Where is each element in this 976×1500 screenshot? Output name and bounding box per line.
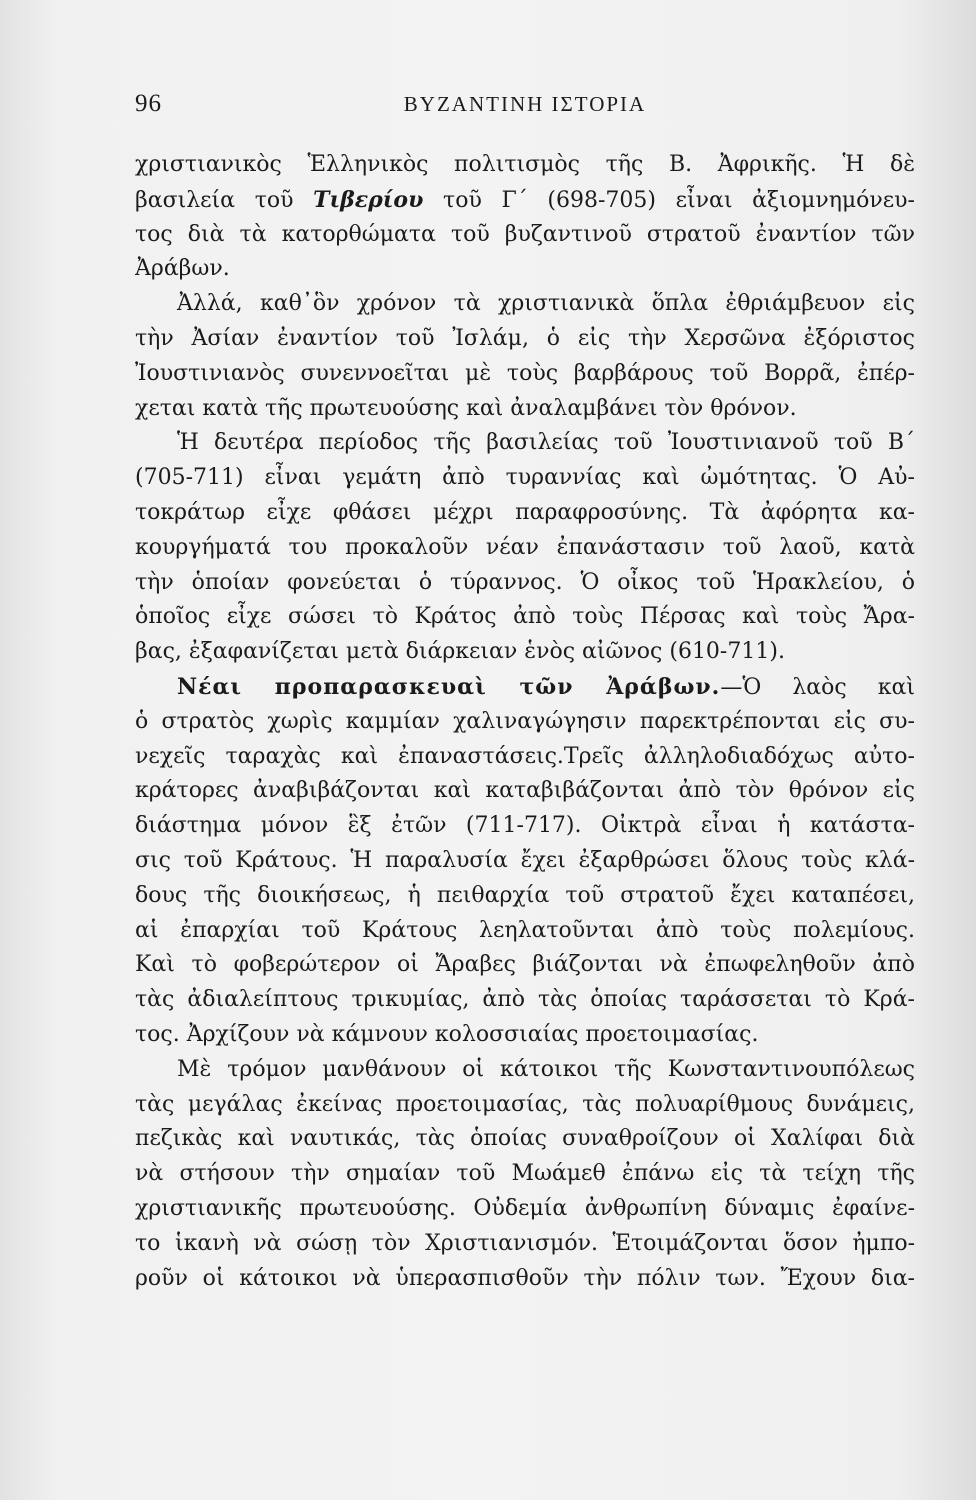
text-line: Ἀλλά, καθ᾽ὃν χρόνον τὰ χριστιανικὰ ὅπλα ἐθριάμβευον εἰς: [177, 291, 915, 317]
text-line: χεται κατὰ τῆς πρωτευούσης καὶ ἀναλαμβάνει τὸν θρόνον.: [135, 395, 797, 421]
running-title: ΒΥΖΑΝΤΙΝΗ ΙΣΤΟΡΙΑ: [403, 92, 647, 116]
text-line: Καὶ τὸ φοβερώτερον οἱ Ἄραβες βιάζονται νὰ ἐπωφεληθοῦν ἀπὸ: [135, 952, 915, 978]
text-line: (705-711) εἶναι γεμάτη ἀπὸ τυραννίας καὶ ὠμότητας. Ὁ Αὐ-: [135, 465, 915, 491]
page-header: [135, 90, 915, 124]
body-text: [135, 148, 915, 1296]
text-line: αἱ ἐπαρχίαι τοῦ Κράτους λεηλατοῦνται ἀπὸ τοὺς πολεμίους.: [135, 917, 915, 943]
text-line: Ἡ δευτέρα περίοδος τῆς βασιλείας τοῦ Ἰουστινιανοῦ τοῦ Β΄: [177, 430, 915, 456]
text-line: τὴν Ἀσίαν ἐναντίον τοῦ Ἰσλάμ, ὁ εἰς τὴν Χερσῶνα ἐξόριστος: [135, 325, 915, 351]
text-line: το ἱκανὴ νὰ σώσῃ τὸν Χριστιανισμόν. Ἑτοιμάζονται ὅσον ἠμπο-: [135, 1230, 915, 1256]
text-line: πεζικὰς καὶ ναυτικάς, τὰς ὁποίας συναθροίζουν οἱ Χαλίφαι διὰ: [135, 1126, 915, 1152]
page-number: 96: [135, 90, 162, 117]
text-line: χριστιανικῆς πρωτευούσης. Οὐδεμία ἀνθρωπίνη δύναμις ἐφαίνε-: [135, 1195, 915, 1221]
section-heading: Νέαι προπαρασκευαὶ τῶν Ἀράβων.: [177, 673, 721, 700]
text-line: κράτορες ἀναβιβάζονται καὶ καταβιβάζονται ἀπὸ τὸν θρόνον εἰς: [135, 778, 915, 804]
text-line: Ἰουστινιανὸς συνεννοεῖται μὲ τοὺς βαρβάρους τοῦ Βορρᾶ, ἐπέρ-: [135, 360, 915, 386]
text-line: σις τοῦ Κράτους. Ἡ παραλυσία ἔχει ἐξαρθρώσει ὅλους τοὺς κλά-: [135, 847, 915, 873]
text-line: τος. Ἀρχίζουν νὰ κάμνουν κολοσσιαίας προετοιμασίας.: [135, 1021, 759, 1047]
text-line: [135, 183, 915, 218]
text-line: νεχεῖς ταραχὰς καὶ ἐπαναστάσεις.Τρεῖς ἀλληλοδιαδόχως αὐτο-: [135, 743, 915, 769]
text-line: βας, ἐξαφανίζεται μετὰ διάρκειαν ἑνὸς αἰῶνος (610-711).: [135, 639, 785, 665]
text-line: τος διὰ τὰ κατορθώματα τοῦ βυζαντινοῦ στρατοῦ ἐναντίον τῶν: [135, 221, 915, 247]
text-line: [135, 670, 915, 705]
text-line: δους τῆς διοικήσεως, ἡ πειθαρχία τοῦ στρατοῦ ἔχει καταπέσει,: [135, 882, 915, 908]
text-line: νὰ στήσουν τὴν σημαίαν τοῦ Μωάμεθ ἐπάνω εἰς τὰ τείχη τῆς: [135, 1161, 915, 1187]
text-line: κουργήματά του προκαλοῦν νέαν ἐπανάστασιν τοῦ λαοῦ, κατὰ: [135, 534, 915, 560]
emphasis-tiberius: Τιβερίου: [313, 186, 424, 213]
text-line: ὁποῖος εἶχε σώσει τὸ Κράτος ἀπὸ τοὺς Πέρσας καὶ τοὺς Ἄρα-: [135, 604, 915, 630]
text-line: Ἀράβων.: [135, 256, 230, 282]
text-line: τοκράτωρ εἶχε φθάσει μέχρι παραφροσύνης. Τὰ ἀφόρητα κα-: [135, 499, 915, 525]
text-line: χριστιανικὸς Ἑλληνικὸς πολιτισμὸς τῆς Β. Ἀφρικῆς. Ἡ δὲ: [135, 152, 915, 177]
text-line: τὰς μεγάλας ἐκείνας προετοιμασίας, τὰς πολυαρίθμους δυνάμεις,: [135, 1091, 915, 1117]
text-line: τὰς ἀδιαλείπτους τρικυμίας, ἀπὸ τὰς ὁποίας ταράσσεται τὸ Κρά-: [135, 987, 915, 1013]
text-line: ὁ στρατὸς χωρὶς καμμίαν χαλιναγώγησιν παρεκτρέπονται εἰς συ-: [135, 708, 915, 734]
text-line: διάστημα μόνον ἓξ ἐτῶν (711-717). Οἰκτρὰ εἶναι ἡ κατάστα-: [135, 813, 915, 839]
text-run: βασιλεία τοῦ: [135, 187, 314, 213]
text-line: ροῦν οἱ κάτοικοι νὰ ὑπερασπισθοῦν τὴν πόλιν των. Ἔχουν δια-: [135, 1265, 915, 1291]
text-line: Μὲ τρόμον μανθάνουν οἱ κάτοικοι τῆς Κωνσταντινουπόλεως: [177, 1056, 915, 1082]
text-line: τὴν ὁποίαν φονεύεται ὁ τύραννος. Ὁ οἶκος τοῦ Ἡρακλείου, ὁ: [135, 569, 915, 595]
text-run: —Ὁ λαὸς καὶ: [720, 674, 915, 700]
text-run: τοῦ Γ΄ (698-705) εἶναι ἀξιομνημόνευ-: [423, 187, 915, 213]
